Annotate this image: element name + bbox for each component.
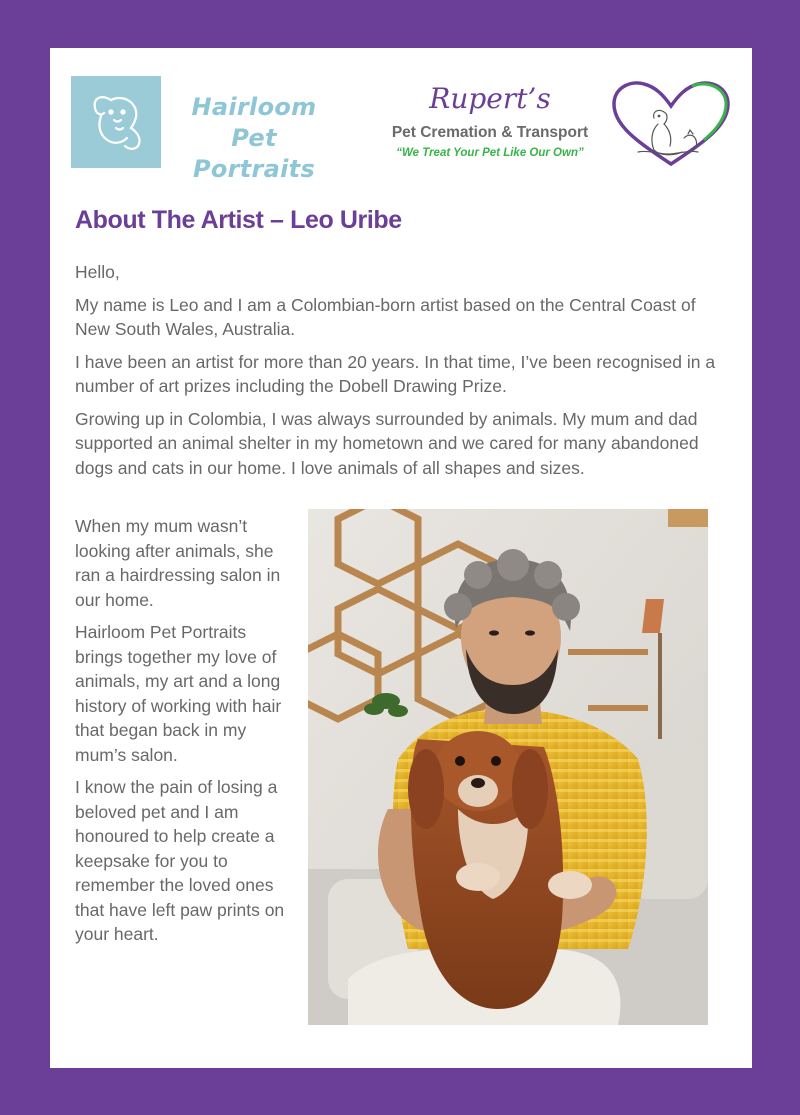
heart-dog-cat-icon xyxy=(608,78,734,170)
artist-with-dog-image xyxy=(308,509,708,1025)
hairloom-logo xyxy=(71,76,336,183)
page-title: About The Artist – Leo Uribe xyxy=(75,206,402,234)
artist-photo xyxy=(308,509,708,1025)
side-paragraph: Hairloom Pet Portraits brings together my love of animals, my art and a long history of working with hair that began back in my mum’s salon. xyxy=(75,622,282,765)
article-paragraph: My name is Leo and I am a Colombian-born artist based on the Central Coast of New South Wales, Australia. xyxy=(75,294,696,339)
page xyxy=(50,48,752,1068)
article-side-column xyxy=(75,514,290,955)
hairloom-logo-box xyxy=(71,76,161,168)
ruperts-logo xyxy=(370,78,732,170)
side-paragraph: When my mum wasn’t looking after animals, she ran a hairdressing salon in our home. xyxy=(75,516,281,610)
side-paragraph: I know the pain of losing a beloved pet and I am honoured to help create a keepsake for you to remember the loved ones that have left paw prints on your heart. xyxy=(75,777,285,944)
article-paragraph: I have been an artist for more than 20 years. In that time, I’ve been recognised in a number of art prizes including the Dobell Drawing Prize. xyxy=(75,351,716,396)
article-paragraph: Hello, xyxy=(75,262,120,282)
hairloom-logo-line2: Pet Portraits xyxy=(192,124,316,183)
hairloom-logo-text xyxy=(169,92,339,185)
dog-cat-outline-icon xyxy=(71,76,161,168)
ruperts-logo-subtitle: Pet Cremation & Transport xyxy=(391,124,589,141)
ruperts-logo-name: Rupert’s xyxy=(429,82,551,115)
article-paragraph: Growing up in Colombia, I was always surrounded by animals. My mum and dad supported an animal shelter in my hometown and we cared for many abandoned dogs and cats in our home. I love animals of all shapes and sizes. xyxy=(75,408,699,478)
article-body xyxy=(75,260,730,488)
ruperts-logo-tagline: “We Treat Your Pet Like Our Own” xyxy=(396,147,584,159)
hairloom-logo-line1: Hairloom xyxy=(191,93,317,121)
